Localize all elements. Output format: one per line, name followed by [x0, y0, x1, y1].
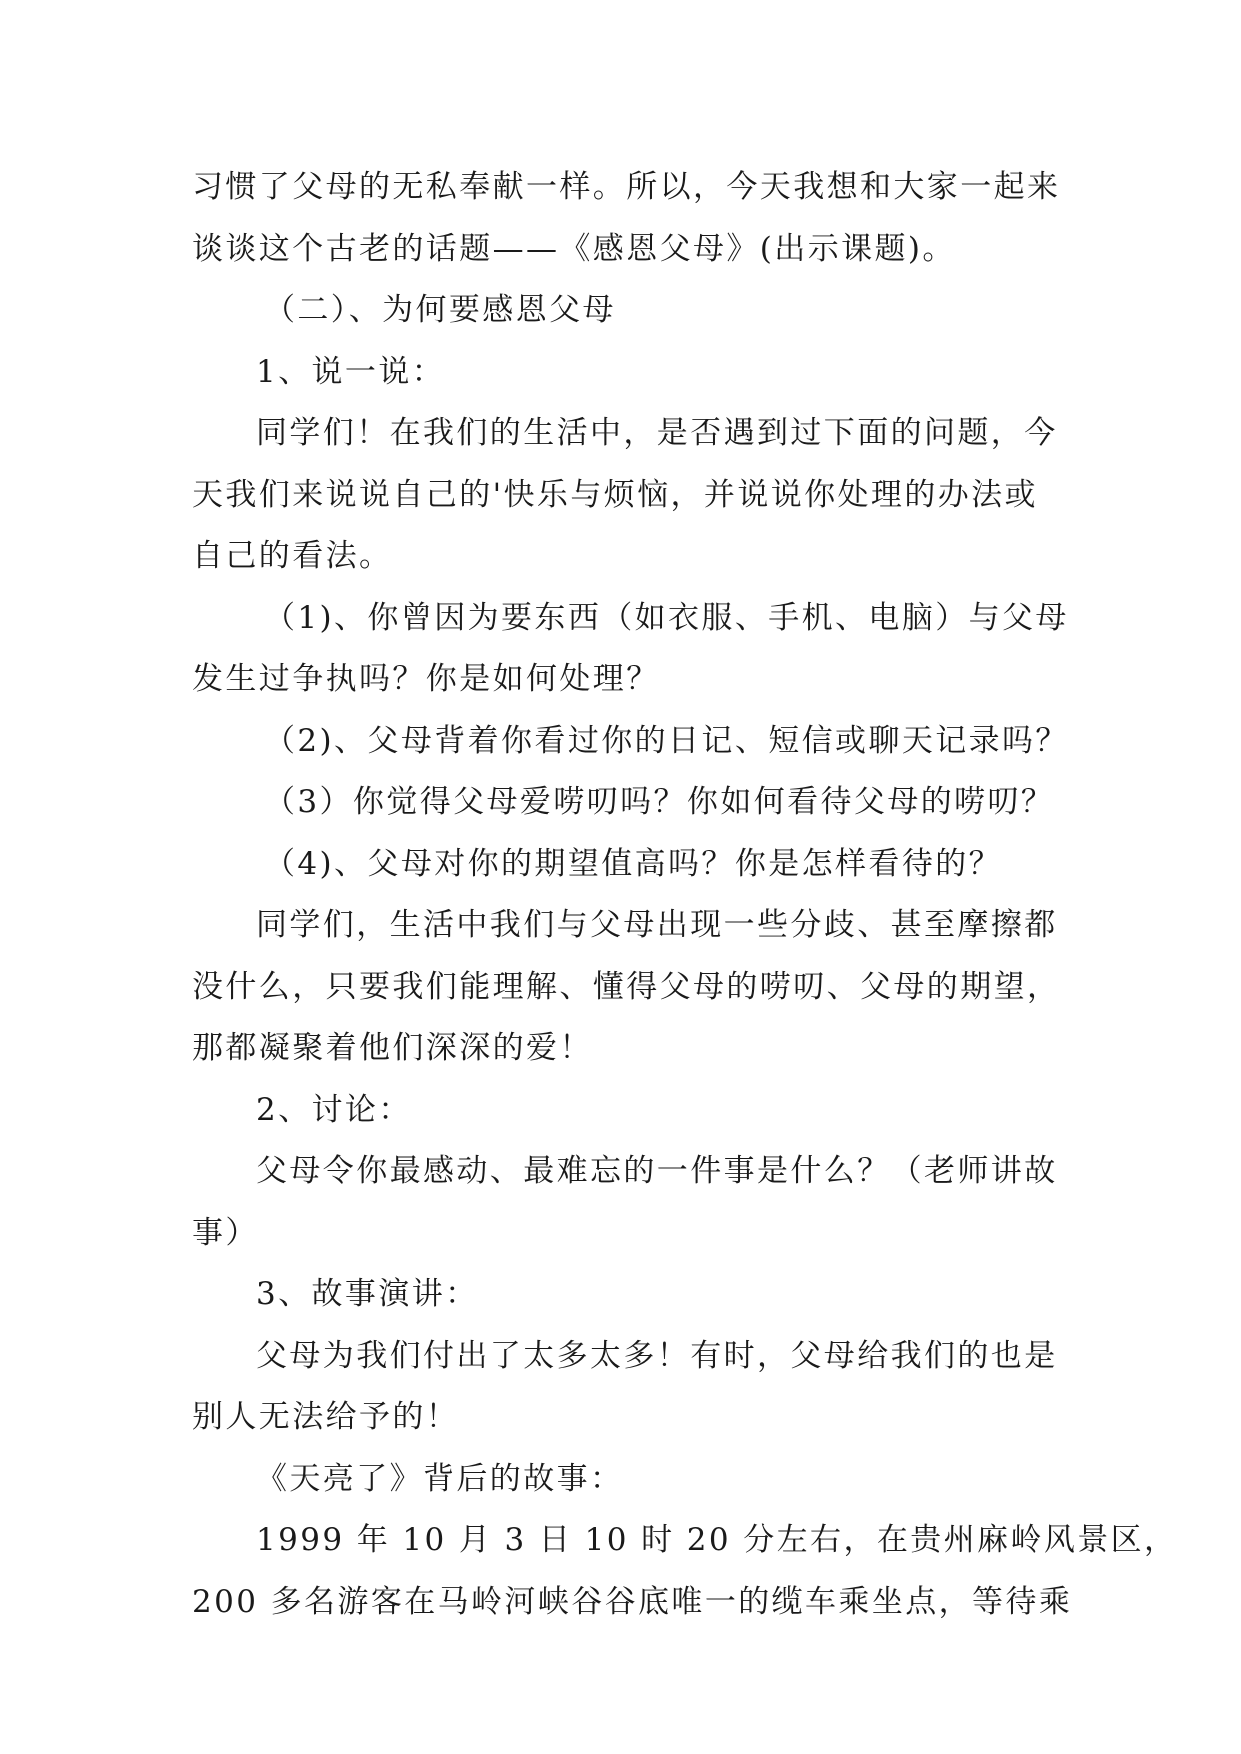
subsection-heading: 1、说一说： [256, 353, 446, 390]
subsection-heading: 3、故事演讲： [256, 1276, 479, 1312]
body-line: 习惯了父母的无私奉献一样。所以，今天我想和大家一起来 [192, 169, 1061, 205]
body-line: 发生过争执吗？你是如何处理？ [192, 661, 660, 697]
body-line: 自己的看法。 [192, 538, 393, 574]
question-item: （3）你觉得父母爱唠叨吗？你如何看待父母的唠叨？ [264, 784, 1055, 820]
body-line: 没什么，只要我们能理解、懂得父母的唠叨、父母的期望， [192, 968, 1061, 1005]
body-line: 同学们！在我们的生活中，是否遇到过下面的问题，今 [256, 415, 1058, 451]
document-body [192, 157, 1178, 1633]
body-line: 同学们，生活中我们与父母出现一些分歧、甚至摩擦都 [256, 907, 1058, 943]
question-item: （4)、父母对你的期望值高吗？你是怎样看待的？ [264, 845, 1003, 882]
question-item: （1)、你曾因为要东西（如衣服、手机、电脑）与父母 [264, 599, 1069, 636]
question-item: （2)、父母背着你看过你的日记、短信或聊天记录吗？ [264, 722, 1069, 759]
body-line: 别人无法给予的！ [192, 1399, 460, 1435]
story-title: 《天亮了》背后的故事： [256, 1460, 624, 1497]
body-line: 父母为我们付出了太多太多！有时，父母给我们的也是 [256, 1337, 1058, 1374]
body-line: 1999 年 10 月 3 日 10 时 20 分左右，在贵州麻岭风景区， [256, 1522, 1178, 1558]
body-line: 谈谈这个古老的话题——《感恩父母》(出示课题)。 [192, 230, 956, 267]
section-heading: （二）、为何要感恩父母 [264, 292, 616, 328]
body-line: 父母令你最感动、最难忘的一件事是什么？（老师讲故 [256, 1153, 1058, 1189]
body-line: 事） [192, 1214, 259, 1251]
subsection-heading: 2、讨论： [256, 1091, 412, 1128]
body-line: 天我们来说说自己的'快乐与烦恼，并说说你处理的办法或 [192, 476, 1038, 513]
body-line: 200 多名游客在马岭河峡谷谷底唯一的缆车乘坐点，等待乘 [192, 1583, 1073, 1620]
body-line: 那都凝聚着他们深深的爱！ [192, 1030, 593, 1066]
